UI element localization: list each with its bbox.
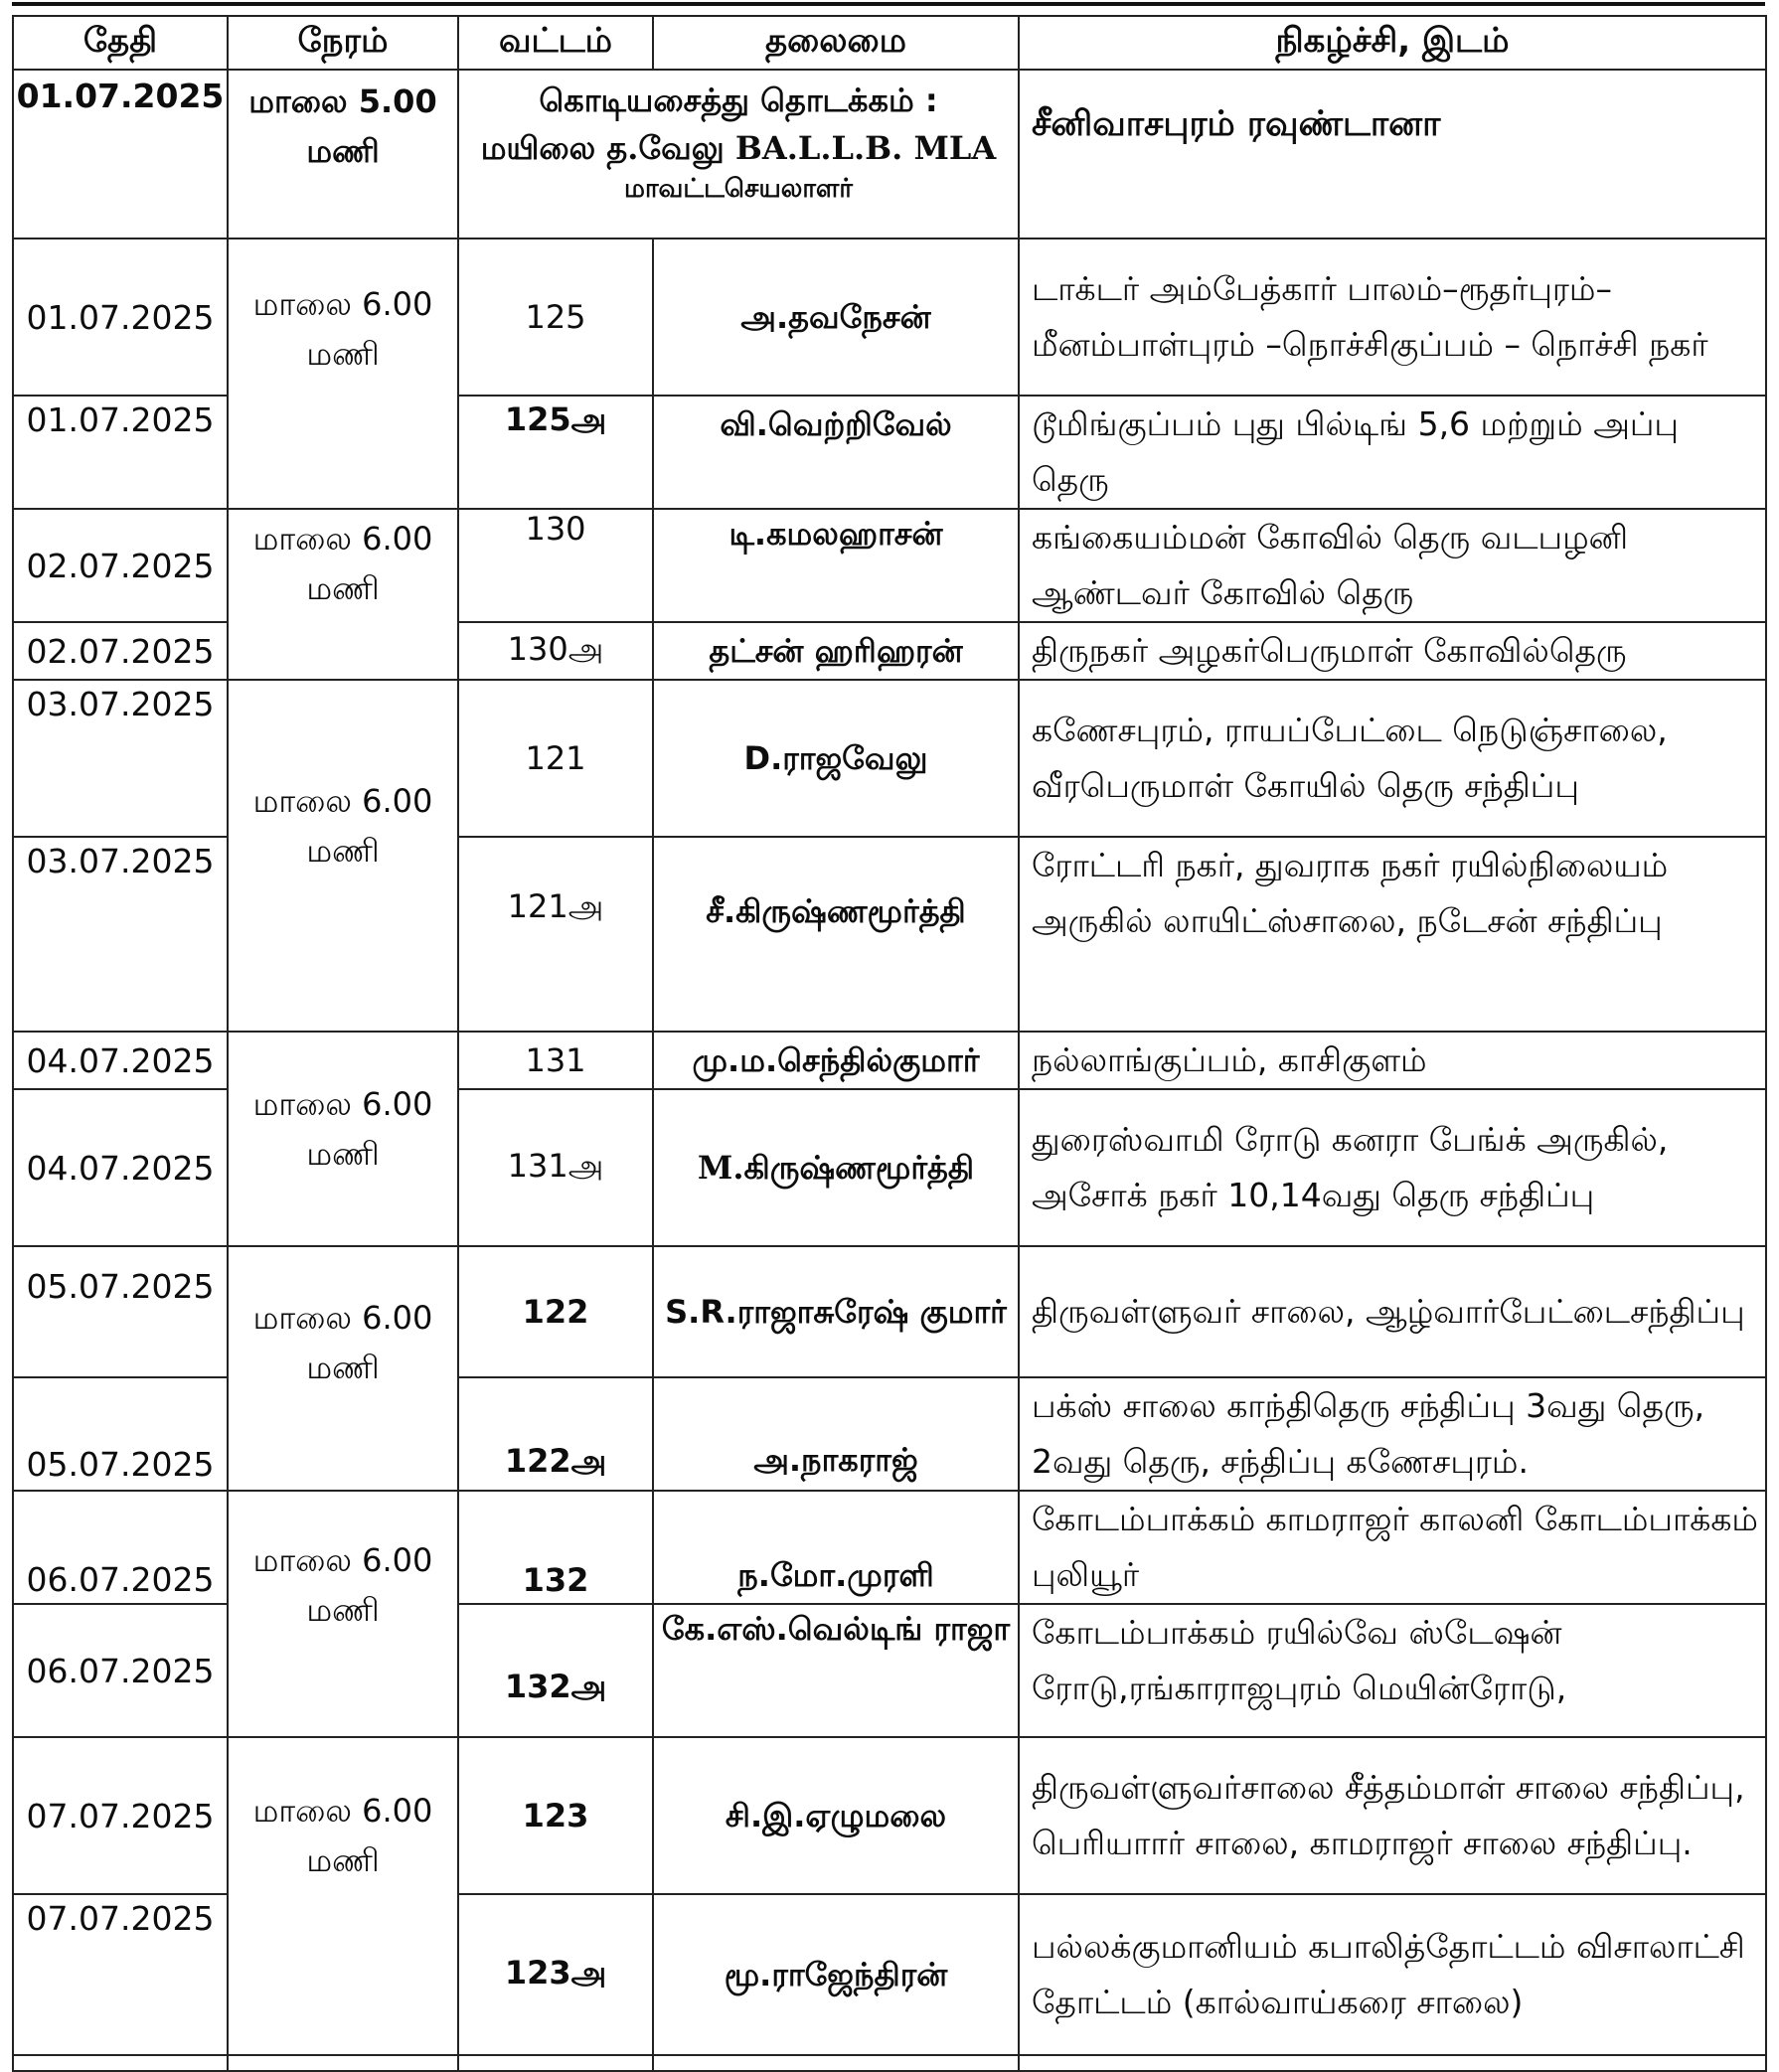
page-top-border <box>0 0 1779 12</box>
date-cell: 07.07.2025 <box>13 1894 228 2055</box>
date-cell: 06.07.2025 <box>13 1491 228 1604</box>
place-cell: திருநகர் அழகர்பெருமாள் கோவில்தெரு <box>1019 622 1766 680</box>
date-cell: 05.07.2025 <box>13 1377 228 1491</box>
ward-cell: 125 <box>458 239 653 396</box>
place-cell <box>1019 70 1766 239</box>
table-row <box>13 2055 1766 2071</box>
head-cell: மூ.ராஜேந்திரன் <box>653 1894 1019 2055</box>
ward-cell: 131அ <box>458 1089 653 1246</box>
date-cell: 03.07.2025 <box>13 837 228 1032</box>
empty-cell <box>653 2055 1019 2071</box>
head-cell: சி.இ.ஏழுமலை <box>653 1737 1019 1894</box>
place-cell: டூமிங்குப்பம் புது பில்டிங் 5,6 மற்றும் அப்பு தெரு <box>1019 396 1766 509</box>
date-cell: 07.07.2025 <box>13 1737 228 1894</box>
place-cell: பல்லக்குமானியம் கபாலித்தோட்டம் விசாலாட்சி தோட்டம் (கால்வாய்கரை சாலை) <box>1019 1894 1766 2055</box>
head-cell: தட்சன் ஹரிஹரன் <box>653 622 1019 680</box>
place-cell: கோடம்பாக்கம் ரயில்வே ஸ்டேஷன் ரோடு,ரங்காராஜபுரம் மெயின்ரோடு, <box>1019 1604 1766 1737</box>
date-cell: 05.07.2025 <box>13 1246 228 1377</box>
ward-cell: 131 <box>458 1032 653 1089</box>
table-row <box>13 70 1766 239</box>
time-cell: மாலை 6.00 மணி <box>228 239 458 509</box>
flag-off-cell <box>458 70 1019 239</box>
head-cell: அ.தவநேசன் <box>653 239 1019 396</box>
place-cell: துரைஸ்வாமி ரோடு கனரா பேங்க் அருகில், அசோக் நகர் 10,14வது தெரு சந்திப்பு <box>1019 1089 1766 1246</box>
head-cell: கே.எஸ்.வெல்டிங் ராஜா <box>653 1604 1019 1737</box>
ward-cell: 121 <box>458 680 653 837</box>
date-cell: 02.07.2025 <box>13 509 228 622</box>
empty-cell <box>228 2055 458 2071</box>
header-ward: வட்டம் <box>458 16 653 70</box>
head-cell: S.R.ராஜாசுரேஷ் குமார் <box>653 1246 1019 1377</box>
header-head: தலைமை <box>653 16 1019 70</box>
place-cell: கோடம்பாக்கம் காமராஜர் காலனி கோடம்பாக்கம் புலியூர் <box>1019 1491 1766 1604</box>
date-cell: 01.07.2025 <box>13 70 228 239</box>
date-cell: 01.07.2025 <box>13 396 228 509</box>
flag-off-line-1: கொடியசைத்து தொடக்கம் : <box>539 81 938 119</box>
place-cell: டாக்டர் அம்பேத்கார் பாலம்–ரூதர்புரம்– மீனம்பாள்புரம் –நொச்சிகுப்பம் – நொச்சி நகர் <box>1019 239 1766 396</box>
top-rule <box>12 2 1765 6</box>
date-cell: 03.07.2025 <box>13 680 228 837</box>
head-cell: மு.ம.செந்தில்குமார் <box>653 1032 1019 1089</box>
ward-cell: 123 <box>458 1737 653 1894</box>
date-cell: 04.07.2025 <box>13 1032 228 1089</box>
time-cell: மாலை 6.00 மணி <box>228 1032 458 1246</box>
head-cell: வி.வெற்றிவேல் <box>653 396 1019 509</box>
time-cell: மாலை 5.00 மணி <box>228 70 458 239</box>
time-cell: மாலை 6.00 மணி <box>228 509 458 680</box>
ward-cell: 123அ <box>458 1894 653 2055</box>
place-cell: ரோட்டரி நகர், துவராக நகர் ரயில்நிலையம் அருகில் லாயிட்ஸ்சாலை, நடேசன் சந்திப்பு <box>1019 837 1766 1032</box>
header-time: நேரம் <box>228 16 458 70</box>
empty-cell <box>458 2055 653 2071</box>
schedule-table <box>12 15 1767 2072</box>
opening-place: சீனிவாசபுரம் ரவுண்டானா <box>1032 104 1441 144</box>
table-row <box>13 239 1766 396</box>
ward-cell: 122அ <box>458 1377 653 1491</box>
ward-cell: 130 <box>458 509 653 622</box>
place-cell: திருவள்ளுவர்சாலை சீத்தம்மாள் சாலை சந்திப்பு, பெரியாார் சாலை, காமராஜர் சாலை சந்திப்பு. <box>1019 1737 1766 1894</box>
table-header-row <box>13 16 1766 70</box>
place-cell: கணேசபுரம், ராயப்பேட்டை நெடுஞ்சாலை, வீரபெருமாள் கோயில் தெரு சந்திப்பு <box>1019 680 1766 837</box>
table-row <box>13 1737 1766 1894</box>
head-cell: சீ.கிருஷ்ணமூர்த்தி <box>653 837 1019 1032</box>
ward-cell: 132 <box>458 1491 653 1604</box>
head-cell: ந.மோ.முரளி <box>653 1491 1019 1604</box>
head-cell: டி.கமலஹாசன் <box>653 509 1019 622</box>
empty-cell <box>13 2055 228 2071</box>
header-date: தேதி <box>13 16 228 70</box>
ward-cell: 132அ <box>458 1604 653 1737</box>
flag-off-line-2: மயிலை த.வேலு BA.L.L.B. MLA <box>480 129 997 167</box>
ward-cell: 130அ <box>458 622 653 680</box>
place-cell: பக்ஸ் சாலை காந்திதெரு சந்திப்பு 3வது தெரு, 2வது தெரு, சந்திப்பு கணேசபுரம். <box>1019 1377 1766 1491</box>
head-cell: M.கிருஷ்ணமூர்த்தி <box>653 1089 1019 1246</box>
empty-cell <box>1019 2055 1766 2071</box>
table-row <box>13 1246 1766 1377</box>
table-row <box>13 680 1766 837</box>
head-cell: D.ராஜவேலு <box>653 680 1019 837</box>
ward-cell: 121அ <box>458 837 653 1032</box>
time-cell: மாலை 6.00 மணி <box>228 1491 458 1737</box>
table-row <box>13 1032 1766 1089</box>
date-cell: 04.07.2025 <box>13 1089 228 1246</box>
table-row <box>13 509 1766 622</box>
flag-off-line-3: மாவட்டசெயலாளர் <box>624 174 853 204</box>
place-cell: நல்லாங்குப்பம், காசிகுளம் <box>1019 1032 1766 1089</box>
ward-cell: 125அ <box>458 396 653 509</box>
header-place: நிகழ்ச்சி, இடம் <box>1019 16 1766 70</box>
table-row <box>13 1491 1766 1604</box>
ward-cell: 122 <box>458 1246 653 1377</box>
place-cell: கங்கையம்மன் கோவில் தெரு வடபழனி ஆண்டவர் கோவில் தெரு <box>1019 509 1766 622</box>
place-cell: திருவள்ளுவர் சாலை, ஆழ்வார்பேட்டைசந்திப்பு <box>1019 1246 1766 1377</box>
date-cell: 01.07.2025 <box>13 239 228 396</box>
time-cell: மாலை 6.00 மணி <box>228 1737 458 2055</box>
head-cell: அ.நாகராஜ் <box>653 1377 1019 1491</box>
time-cell: மாலை 6.00 மணி <box>228 1246 458 1491</box>
date-cell: 02.07.2025 <box>13 622 228 680</box>
time-cell: மாலை 6.00 மணி <box>228 680 458 1032</box>
date-cell: 06.07.2025 <box>13 1604 228 1737</box>
